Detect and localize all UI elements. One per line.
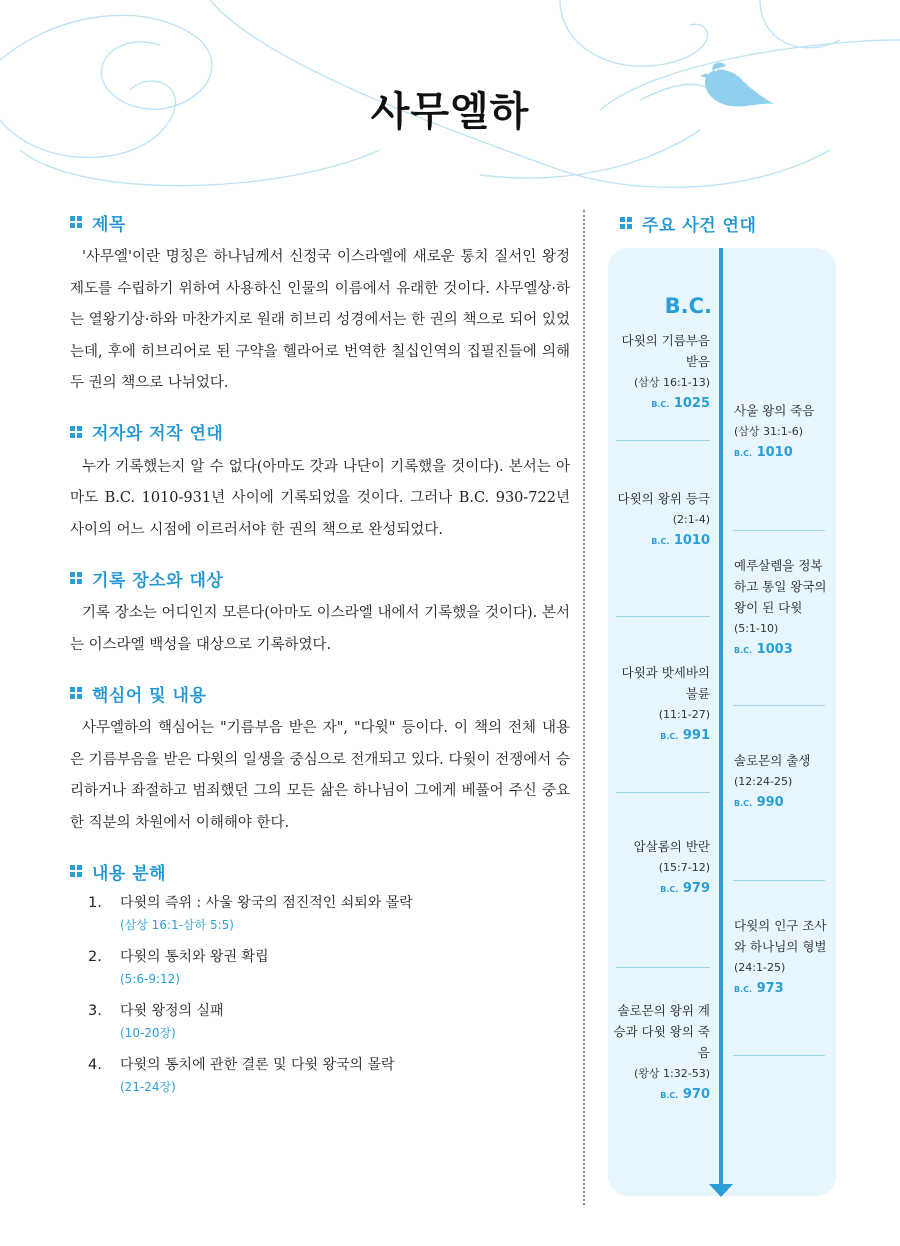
event-ref: (24:1-25) [734, 961, 786, 974]
timeline-era-label: B.C. [664, 294, 712, 318]
timeline-separator [733, 530, 825, 531]
arrow-down-icon [709, 1184, 733, 1197]
outline-number: 1. [88, 895, 102, 911]
section-author [70, 420, 570, 547]
event-ref: (15:7-12) [658, 861, 710, 874]
section-place [70, 566, 570, 661]
outline-item [70, 1053, 570, 1097]
event-ref: (삼상 31:1-6) [734, 425, 804, 438]
section-heading [70, 210, 570, 234]
timeline-event [612, 330, 710, 415]
event-year: B.C. 990 [734, 795, 784, 810]
event-title: 다윗의 기름부음 받음 [621, 333, 710, 369]
outline-ref: (삼상 16:1-삼하 5:5) [120, 918, 234, 932]
timeline-event [612, 488, 710, 552]
column-divider [583, 210, 585, 1205]
main-content [70, 210, 570, 1117]
event-ref: (11:1-27) [658, 708, 710, 721]
outline-item [70, 891, 570, 935]
section-body: 기록 장소는 어디인지 모른다(아마도 이스라엘 내에서 기록했을 것이다). 본서는 이스라엘 백성을 대상으로 기록하였다. [70, 605, 570, 653]
section-heading [70, 859, 570, 883]
four-squares-icon [70, 426, 82, 438]
section-heading-label: 내용 분해 [92, 863, 167, 884]
section-heading-label: 핵심어 및 내용 [92, 685, 207, 706]
event-title: 사울 왕의 죽음 [734, 403, 815, 418]
outline-ref: (10-20장) [120, 1026, 176, 1040]
page-title: 사무엘하 [370, 89, 530, 135]
outline-text: 다윗의 통치에 관한 결론 및 다윗 왕국의 몰락 [120, 1057, 395, 1073]
event-year: B.C. 991 [660, 728, 710, 743]
event-year: B.C. 970 [660, 1087, 710, 1102]
event-title: 솔로몬의 출생 [734, 753, 811, 768]
timeline-event [734, 750, 834, 814]
event-title: 예루살렘을 정복하고 통일 왕국의 왕이 된 다윗 [734, 558, 827, 615]
section-title [70, 210, 570, 400]
timeline-event [612, 836, 710, 900]
timeline-separator [616, 616, 710, 617]
section-keywords [70, 681, 570, 839]
event-title: 다윗과 밧세바의 불륜 [621, 665, 710, 701]
outline-item [70, 999, 570, 1043]
outline-ref: (21-24장) [120, 1080, 176, 1094]
outline-number: 4. [88, 1057, 102, 1073]
four-squares-icon [70, 216, 82, 228]
timeline-separator [616, 440, 710, 441]
four-squares-icon [70, 865, 82, 877]
section-outline [70, 859, 570, 1097]
section-heading-label: 제목 [92, 214, 126, 235]
event-year: B.C. 1010 [734, 445, 793, 460]
event-year: B.C. 1010 [651, 533, 710, 548]
four-squares-icon [620, 217, 632, 229]
outline-text: 다윗 왕정의 실패 [120, 1003, 224, 1019]
four-squares-icon [70, 687, 82, 699]
timeline-event [612, 1000, 710, 1106]
event-title: 다윗의 인구 조사와 하나님의 형벌 [734, 918, 827, 954]
outline-text: 다윗의 즉위 : 사울 왕국의 점진적인 쇠퇴와 몰락 [120, 895, 413, 911]
timeline-separator [616, 792, 710, 793]
event-year: B.C. 1025 [651, 396, 710, 411]
timeline-separator [733, 705, 825, 706]
event-ref: (2:1-4) [672, 513, 710, 526]
event-ref: (왕상 1:32-53) [634, 1067, 710, 1080]
event-ref: (12:24-25) [734, 775, 793, 788]
outline-number: 3. [88, 1003, 102, 1019]
event-year: B.C. 1003 [734, 642, 793, 657]
outline-text: 다윗의 통치와 왕권 확립 [120, 949, 269, 965]
event-ref: (5:1-10) [734, 622, 779, 635]
event-year: B.C. 973 [734, 981, 784, 996]
timeline-separator [616, 967, 710, 968]
outline-list [70, 891, 570, 1097]
timeline-heading-label: 주요 사건 연대 [642, 215, 757, 236]
section-body: '사무엘'이란 명칭은 하나님께서 신정국 이스라엘에 새로운 통치 질서인 왕정 제도를 수립하기 위하여 사용하신 인물의 이름에서 유래한 것이다. 사무엘상·하는 열왕기상·하와 마찬가지로 원래 히브리 성경에서는 한 권의 책으로 되어 있었는데, 후에 히브리어로 된 구약을 헬라어로 번역한 칠십인역의 집필진들에 의해 두 권의 책으로 나뉘었다. [70, 249, 571, 391]
section-body: 누가 기록했는지 알 수 없다(아마도 갓과 나단이 기록했을 것이다). 본서는 아마도 B.C. 1010-931년 사이에 기록되었을 것이다. 그러나 B.C. 930-722년 사이의 어느 시점에 이르러서야 한 권의 책으로 완성되었다. [70, 458, 570, 538]
outline-item [70, 945, 570, 989]
event-title: 다윗의 왕위 등극 [617, 491, 710, 506]
event-title: 솔로몬의 왕위 계승과 다윗 왕의 죽음 [613, 1003, 710, 1060]
timeline-event [734, 555, 834, 661]
event-year: B.C. 979 [660, 881, 710, 896]
section-heading [70, 681, 570, 705]
timeline-event [734, 915, 834, 1000]
outline-ref: (5:6-9:12) [120, 972, 180, 986]
section-heading [70, 420, 570, 444]
timeline-event [734, 400, 834, 464]
four-squares-icon [70, 572, 82, 584]
timeline-separator [733, 880, 825, 881]
section-heading-label: 저자와 저작 연대 [92, 424, 224, 444]
section-heading [70, 566, 570, 590]
section-heading-label: 기록 장소와 대상 [92, 570, 224, 591]
outline-number: 2. [88, 949, 102, 965]
event-title: 압살롬의 반란 [633, 839, 710, 854]
event-ref: (삼상 16:1-13) [634, 376, 710, 389]
timeline-heading [620, 210, 756, 236]
timeline-axis [719, 248, 723, 1186]
timeline-separator [733, 1055, 825, 1056]
timeline-event [612, 662, 710, 747]
section-body: 사무엘하의 핵심어는 "기름부음 받은 자", "다윗" 등이다. 이 책의 전체 내용은 기름부음을 받은 다윗의 일생을 중심으로 전개되고 있다. 다윗이 전쟁에서 승리하거나 좌절하고 범죄했던 그의 모든 삶은 하나님이 그에게 베풀어 주신 중요한 직분의 차원에서 이해해야 한다. [70, 720, 570, 831]
